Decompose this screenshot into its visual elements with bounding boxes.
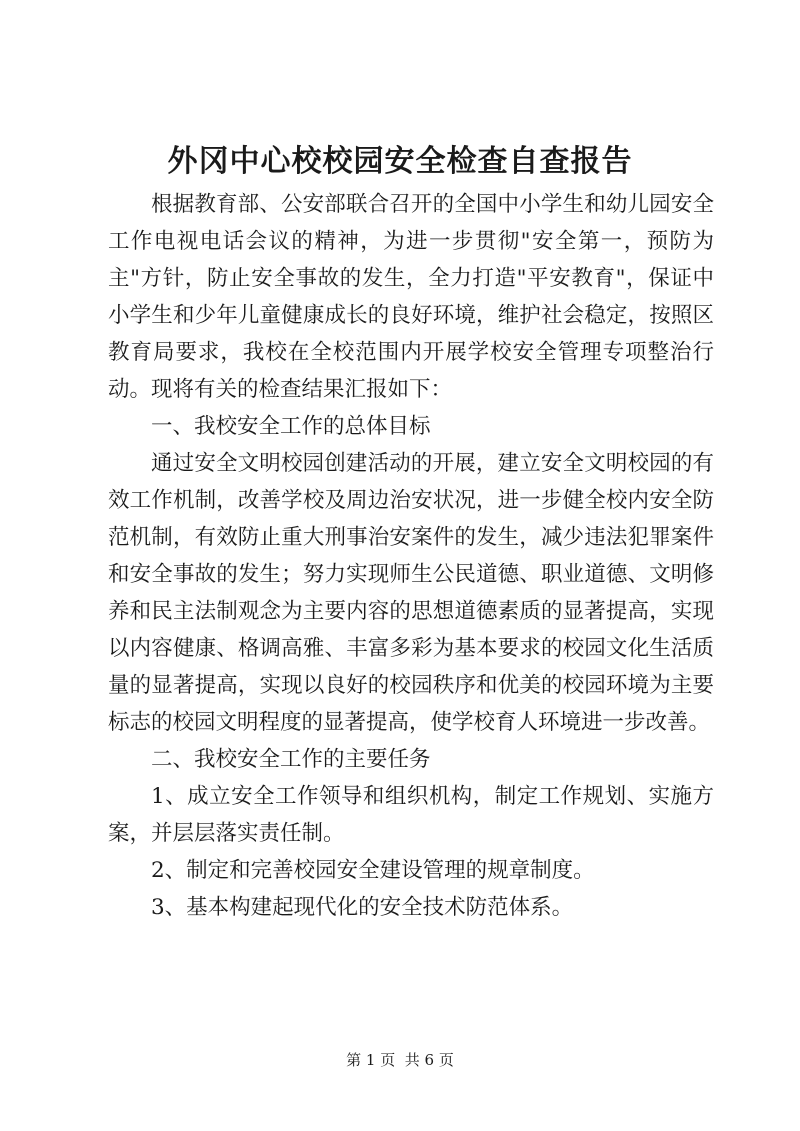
paragraph-intro: 根据教育部、公安部联合召开的全国中小学生和幼儿园安全工作电视电话会议的精神，为进一步贯彻"安全第一，预防为主"方针，防止安全事故的发生，全力打造"平安教育"，保证中小学生和少年儿童健康成长的良好环境，维护社会稳定，按照区教育局要求，我校在全校范围内开展学校安全管理专项整治行动。现将有关的检查结果汇报如下： [108,192,714,402]
task-item-3: 3、基本构建起现代化的安全技术防范体系。 [151,895,574,920]
page-number: 第 1 页 [346,1051,396,1069]
page-footer [0,1050,800,1070]
paragraph-goals: 通过安全文明校园创建活动的开展，建立安全文明校园的有效工作机制，改善学校及周边治安状况，进一步健全校内安全防范机制，有效防止重大刑事治安案件的发生，减少违法犯罪案件和安全事故的发生；努力实现师生公民道德、职业道德、文明修养和民主法制观念为主要内容的思想道德素质的显著提高，实现以内容健康、格调高雅、丰富多彩为基本要求的校园文化生活质量的显著提高，实现以良好的校园秩序和优美的校园环境为主要标志的校园文明程度的显著提高，使学校育人环境进一步改善。 [108,451,714,735]
section-heading-goals: 一、我校安全工作的总体目标 [151,414,431,439]
task-item-1: 1、成立安全工作领导和组织机构，制定工作规划、实施方案，并层层落实责任制。 [108,784,714,846]
section-heading-tasks: 二、我校安全工作的主要任务 [151,747,431,772]
page-total: 共 6 页 [404,1051,454,1069]
task-item-2: 2、制定和完善校园安全建设管理的规章制度。 [151,858,595,883]
document-title: 外冈中心校校园安全检查自查报告 [167,144,633,179]
document-body [108,186,714,926]
